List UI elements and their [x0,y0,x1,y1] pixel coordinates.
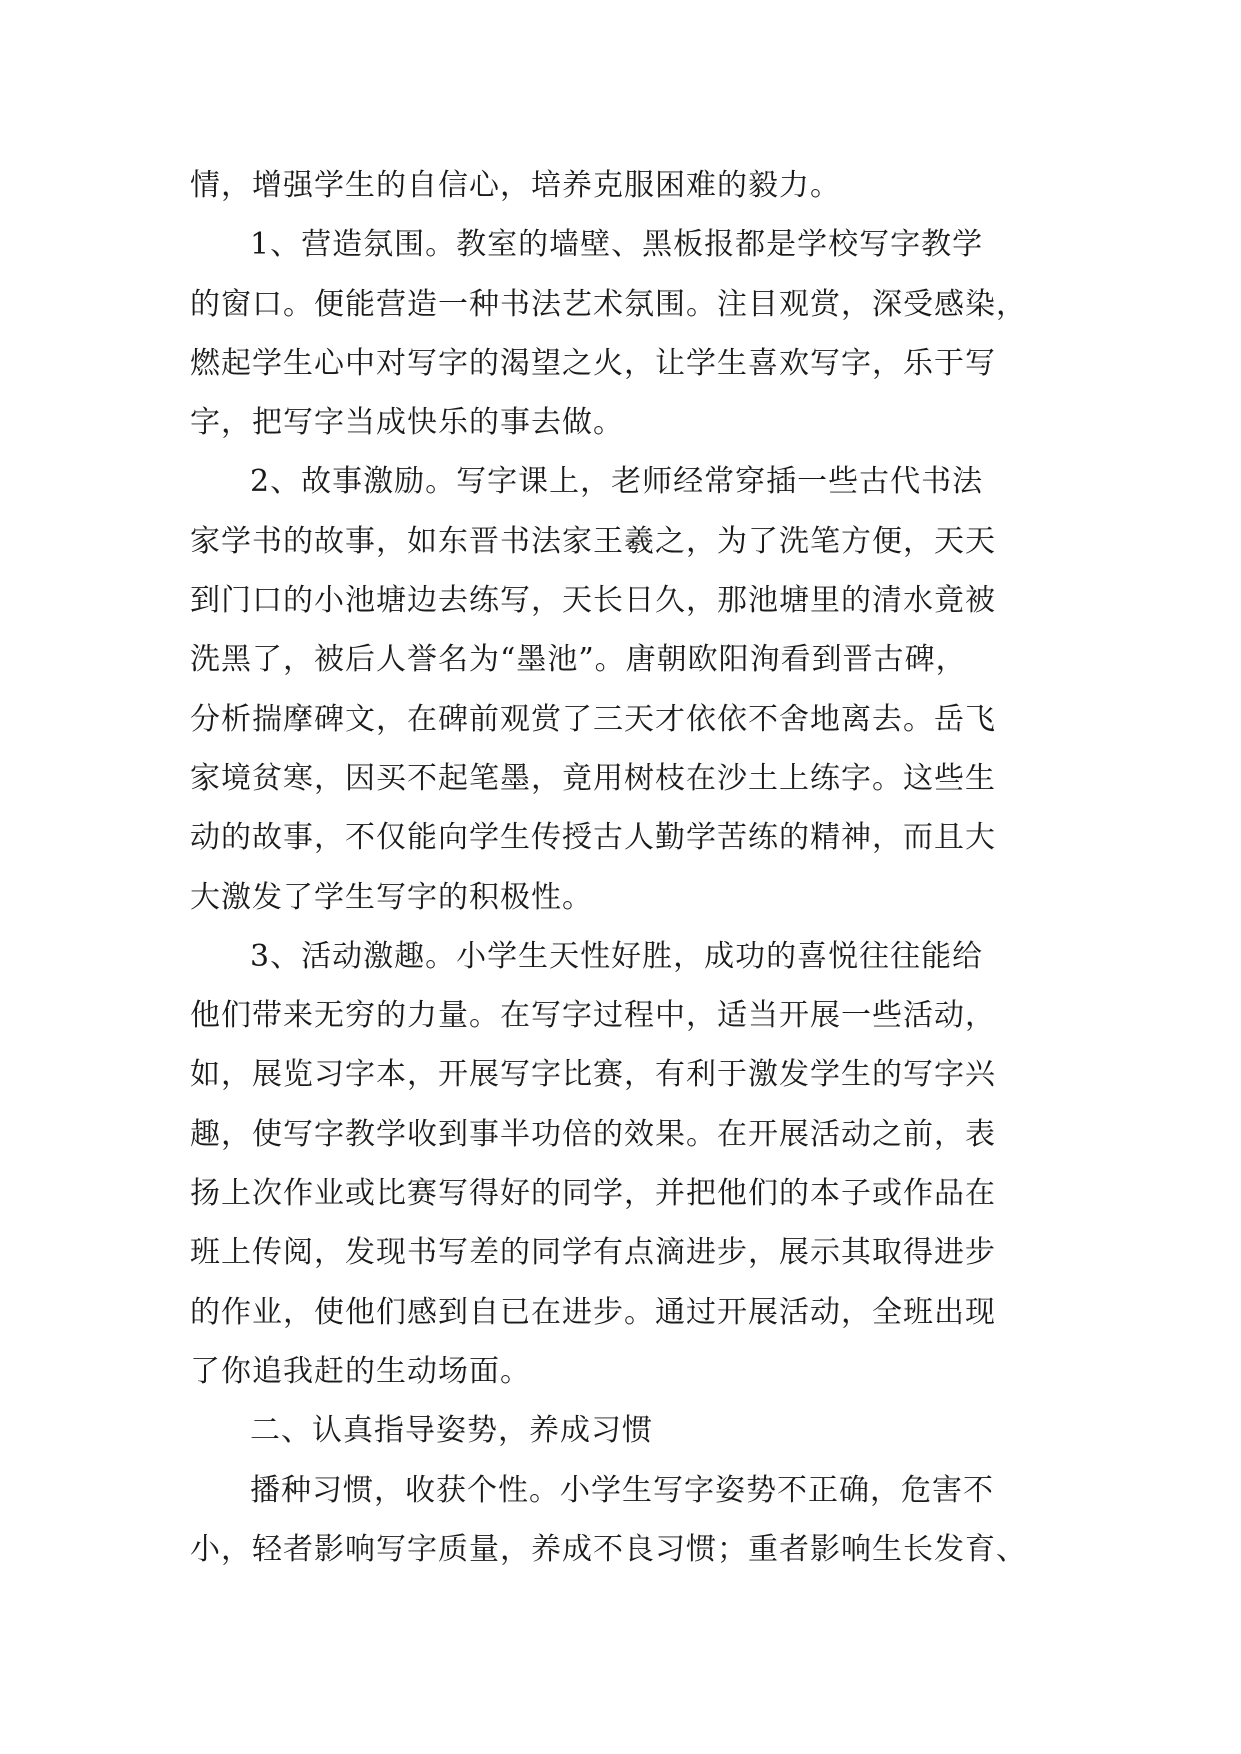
text-line: 燃起学生心中对写字的渴望之火，让学生喜欢写字，乐于写 [190,345,996,381]
text-line: 1、营造氛围。教室的墙壁、黑板报都是学校写字教学 [250,227,984,263]
text-line: 家学书的故事，如东晋书法家王羲之，为了洗笔方便，天天 [190,523,996,559]
heading-line: 二、认真指导姿势，养成习惯 [250,1413,653,1449]
text-line: 到门口的小池塘边去练写，天长日久，那池塘里的清水竟被 [190,583,996,619]
paragraph-4 [190,927,1070,1401]
text-line: 趣，使写字教学收到事半功倍的效果。在开展活动之前，表 [190,1116,996,1152]
text-line: 3、活动激趣。小学生天性好胜，成功的喜悦往往能给 [250,938,984,974]
paragraph-2 [190,215,1070,452]
text-line: 字，把写字当成快乐的事去做。 [190,405,624,441]
section-heading [190,1401,1070,1460]
text-line: 家境贫寒，因买不起笔墨，竟用树枝在沙土上练字。这些生 [190,760,996,796]
paragraph-3 [190,452,1070,926]
text-line: 情，增强学生的自信心，培养克服困难的毅力。 [190,168,841,203]
text-line: 扬上次作业或比赛写得好的同学，并把他们的本子或作品在 [190,1176,996,1212]
text-line: 小，轻者影响写字质量，养成不良习惯；重者影响生长发育、 [190,1531,1027,1567]
text-line: 2、故事激励。写字课上，老师经常穿插一些古代书法 [250,464,984,500]
text-line: 他们带来无穷的力量。在写字过程中，适当开展一些活动， [190,998,996,1034]
paragraph-5 [190,1461,1070,1580]
text-line: 大激发了学生写字的积极性。 [190,879,593,915]
text-line: 如，展览习字本，开展写字比赛，有利于激发学生的写字兴 [190,1057,996,1093]
text-line: 了你追我赶的生动场面。 [190,1353,531,1389]
text-line: 播种习惯，收获个性。小学生写字姿势不正确，危害不 [250,1472,994,1508]
text-line: 的窗口。便能营造一种书法艺术氛围。注目观赏，深受感染， [190,286,1027,322]
text-line: 洗黑了，被后人誉名为“墨池”。唐朝欧阳洵看到晋古碑， [190,642,967,678]
text-line: 班上传阅，发现书写差的同学有点滴进步，展示其取得进步 [190,1235,996,1271]
paragraph-1 [190,156,1070,215]
document-body [190,156,1070,1579]
text-line: 的作业，使他们感到自已在进步。通过开展活动，全班出现 [190,1294,996,1330]
text-line: 分析揣摩碑文，在碑前观赏了三天才依依不舍地离去。岳飞 [190,701,996,737]
text-line: 动的故事，不仅能向学生传授古人勤学苦练的精神，而且大 [190,820,996,856]
